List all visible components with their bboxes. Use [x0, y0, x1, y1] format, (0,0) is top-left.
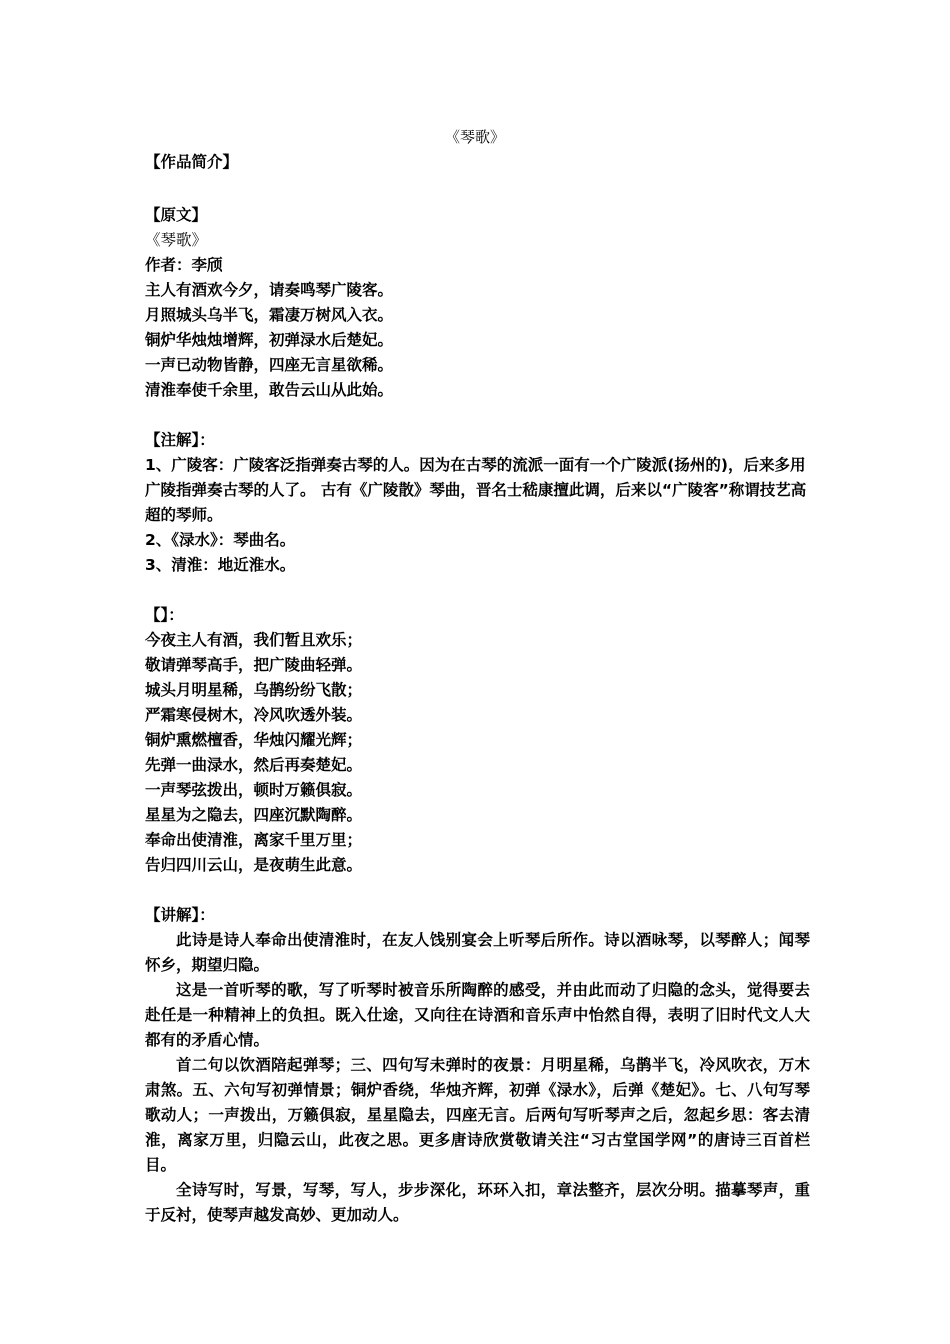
note-item: 2、《渌水》：琴曲名。 [145, 531, 296, 549]
commentary-paragraph: 全诗写时，写景，写琴，写人，步步深化，环环入扣，章法整齐，层次分明。描摹琴声，重于反衬，使琴声越发高妙、更加动人。 [145, 1181, 810, 1224]
poem-line: 清淮奉使千余里，敢告云山从此始。 [145, 381, 394, 399]
poem-line: 铜炉华烛烛增辉，初弹渌水后楚妃。 [145, 331, 394, 349]
spacer [145, 878, 810, 903]
translation-line: 一声琴弦拨出，顿时万籁俱寂。 [145, 781, 363, 799]
translation-line: 城头月明星稀，乌鹊纷纷飞散； [145, 681, 363, 699]
commentary-heading: 【讲解】： [145, 906, 215, 924]
translation-line: 铜炉熏燃檀香，华烛闪耀光辉； [145, 731, 363, 749]
commentary-paragraph: 此诗是诗人奉命出使清淮时，在友人饯别宴会上听琴后所作。诗以酒咏琴，以琴醉人；闻琴怀乡，期望归隐。 [145, 931, 810, 974]
translation-line: 星星为之隐去，四座沉默陶醉。 [145, 806, 363, 824]
page-title: 《琴歌》 [444, 128, 505, 146]
translation-heading: 【】： [145, 606, 184, 624]
poem-title: 《琴歌》 [145, 231, 208, 249]
note-item: 3、清淮：地近淮水。 [145, 556, 296, 574]
poem-author: 作者：李颀 [145, 256, 223, 274]
translation-line: 告归四川云山，是夜萌生此意。 [145, 856, 363, 874]
spacer [145, 403, 810, 428]
commentary-paragraph: 这是一首听琴的歌，写了听琴时被音乐所陶醉的感受，并由此而动了归隐的念头，觉得要去赴任是一种精神上的负担。既入仕途，又向往在诗酒和音乐声中怡然自得，表明了旧时代文人大都有的矛盾心情。 [145, 981, 810, 1049]
poem-line: 月照城头乌半飞，霜凄万树风入衣。 [145, 306, 394, 324]
translation-line: 奉命出使清淮，离家千里万里； [145, 831, 363, 849]
note-item: 1、广陵客：广陵客泛指弹奏古琴的人。因为在古琴的流派一面有一个广陵派(扬州的)，后来多用广陵指弹奏古琴的人了。 古有《广陵散》琴曲，晋名士嵇康擅此调，后来以“广陵客”称谓技艺高超的琴师。 [145, 456, 807, 524]
notes-heading: 【注解】： [145, 431, 215, 449]
translation-line: 先弹一曲渌水，然后再奏楚妃。 [145, 756, 363, 774]
original-heading: 【原文】 [145, 206, 208, 224]
poem-line: 一声已动物皆静，四座无言星欲稀。 [145, 356, 394, 374]
spacer [145, 175, 810, 200]
translation-line: 今夜主人有酒，我们暂且欢乐； [145, 631, 363, 649]
document-body [145, 150, 810, 1228]
poem-line: 主人有酒欢今夕，请奏鸣琴广陵客。 [145, 281, 394, 299]
intro-heading: 【作品简介】 [145, 153, 239, 171]
translation-line: 敬请弹琴高手，把广陵曲轻弹。 [145, 656, 363, 674]
spacer [145, 578, 810, 603]
commentary-paragraph: 首二句以饮酒陪起弹琴；三、四句写未弹时的夜景：月明星稀，乌鹊半飞，冷风吹衣，万木肃煞。五、六句写初弹情景；铜炉香绕，华烛齐辉，初弹《渌水》，后弹《楚妃》。七、八句写琴歌动人；一声拨出，万籁俱寂，星星隐去，四座无言。后两句写听琴声之后，忽起乡思：客去清淮，离家万里，归隐云山，此夜之思。更多唐诗欣赏敬请关注“习古堂国学网”的唐诗三百首栏目。 [145, 1056, 810, 1174]
translation-line: 严霜寒侵树木，冷风吹透外装。 [145, 706, 363, 724]
